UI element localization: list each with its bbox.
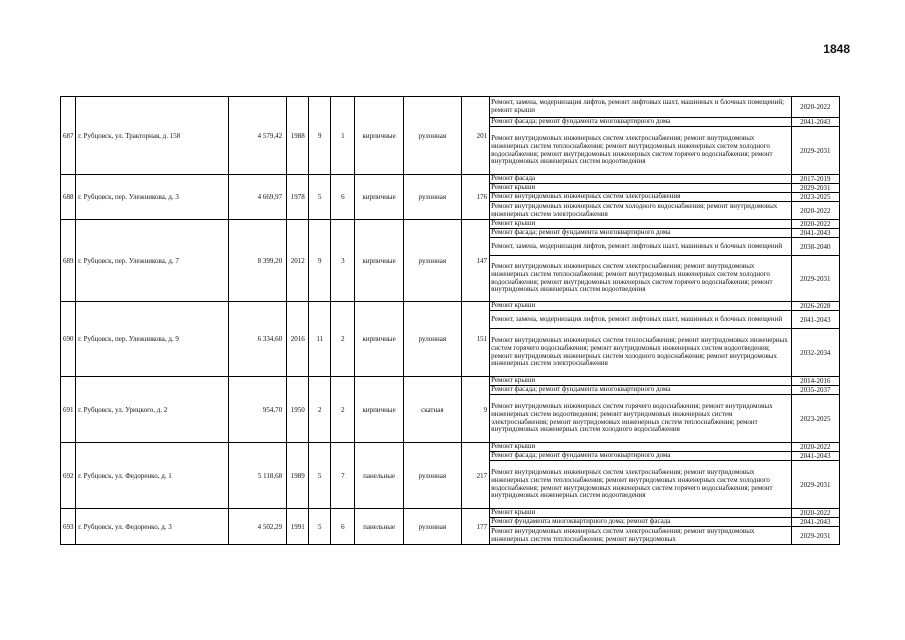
- work-description: Ремонт крыши: [490, 184, 792, 193]
- house-entrances: 2: [331, 302, 355, 377]
- residents-count: 217: [462, 443, 490, 509]
- wall-material: кирпичные: [355, 377, 403, 443]
- house-number: 688: [61, 175, 76, 220]
- residents-count: 201: [462, 97, 490, 175]
- work-period: 2020-2022: [791, 509, 839, 518]
- house-floors: 5: [309, 509, 331, 545]
- work-period: 2020-2022: [791, 97, 839, 118]
- house-floors: 5: [309, 443, 331, 509]
- house-address: г. Рубцовск, пер. Улежникова, д. 3: [76, 175, 229, 220]
- work-period: 2017-2019: [791, 175, 839, 184]
- work-period: 2023-2025: [791, 395, 839, 443]
- house-floors: 9: [309, 220, 331, 302]
- residents-count: 177: [462, 509, 490, 545]
- house-address: г. Рубцовск, ул. Урицкого, д. 2: [76, 377, 229, 443]
- house-entrances: 7: [331, 443, 355, 509]
- work-period: 2035-2037: [791, 386, 839, 395]
- house-year: 1988: [287, 97, 309, 175]
- work-period: 2032-2034: [791, 329, 839, 377]
- work-description: Ремонт фасада; ремонт фундамента многоквартирного дома: [490, 386, 792, 395]
- work-period: 2041-2043: [791, 311, 839, 329]
- table-row: [61, 302, 840, 311]
- repair-schedule-table: [60, 96, 840, 545]
- work-description: Ремонт крыши: [490, 443, 792, 452]
- house-area: 954,70: [228, 377, 286, 443]
- work-description: Ремонт внутридомовых инженерных систем электроснабжения: [490, 193, 792, 202]
- work-description: Ремонт крыши: [490, 509, 792, 518]
- work-period: 2041-2043: [791, 452, 839, 461]
- house-floors: 9: [309, 97, 331, 175]
- house-year: 2016: [287, 302, 309, 377]
- work-description: Ремонт, замена, модернизация лифтов, ремонт лифтовых шахт, машинных и блочных помещений; ремонт крыши: [490, 97, 792, 118]
- house-year: 1989: [287, 443, 309, 509]
- work-description: Ремонт крыши: [490, 302, 792, 311]
- work-description: Ремонт внутридомовых инженерных систем холодного водоснабжения; ремонт внутридомовых инженерных систем электроснабжения: [490, 202, 792, 220]
- work-description: Ремонт фасада; ремонт фундамента многоквартирного дома: [490, 452, 792, 461]
- work-period: 2020-2022: [791, 202, 839, 220]
- roof-type: рулонная: [403, 443, 461, 509]
- work-description: Ремонт фасада: [490, 175, 792, 184]
- work-period: 2041-2043: [791, 518, 839, 527]
- roof-type: рулонная: [403, 509, 461, 545]
- work-period: 2029-2031: [791, 461, 839, 509]
- work-period: 2020-2022: [791, 220, 839, 229]
- roof-type: скатная: [403, 377, 461, 443]
- house-year: 1978: [287, 175, 309, 220]
- work-description: Ремонт фасада; ремонт фундамента многоквартирного дома: [490, 229, 792, 238]
- work-period: 2026-2028: [791, 302, 839, 311]
- house-area: 4 669,97: [228, 175, 286, 220]
- house-entrances: 2: [331, 377, 355, 443]
- work-description: Ремонт крыши: [490, 377, 792, 386]
- house-number: 693: [61, 509, 76, 545]
- house-number: 687: [61, 97, 76, 175]
- house-area: 4 502,29: [228, 509, 286, 545]
- work-description: Ремонт внутридомовых инженерных систем горячего водоснабжения; ремонт внутридомовых инженерных систем водоотведения; ремонт внутридомовых инженерных систем электроснабжения; ремонт внутридомовых инженерных систем теплоснабжения; ремонт внутридомовых инженерных систем холодного водоснабжения: [490, 395, 792, 443]
- roof-type: рулонная: [403, 175, 461, 220]
- work-period: 2041-2043: [791, 229, 839, 238]
- table-row: [61, 97, 840, 118]
- residents-count: 151: [462, 302, 490, 377]
- house-area: 5 118,68: [228, 443, 286, 509]
- work-description: Ремонт крыши: [490, 220, 792, 229]
- house-floors: 5: [309, 175, 331, 220]
- roof-type: рулонная: [403, 302, 461, 377]
- wall-material: кирпичные: [355, 302, 403, 377]
- house-address: г. Рубцовск, пер. Улежникова, д. 9: [76, 302, 229, 377]
- work-period: 2029-2031: [791, 256, 839, 302]
- work-description: Ремонт фундамента многоквартирного дома; ремонт фасада: [490, 518, 792, 527]
- residents-count: 9: [462, 377, 490, 443]
- wall-material: кирпичные: [355, 220, 403, 302]
- table-row: [61, 377, 840, 386]
- house-floors: 2: [309, 377, 331, 443]
- roof-type: рулонная: [403, 220, 461, 302]
- house-year: 2012: [287, 220, 309, 302]
- residents-count: 176: [462, 175, 490, 220]
- table-row: [61, 220, 840, 229]
- house-floors: 11: [309, 302, 331, 377]
- house-entrances: 6: [331, 509, 355, 545]
- house-entrances: 3: [331, 220, 355, 302]
- work-description: Ремонт внутридомовых инженерных систем электроснабжения; ремонт внутридомовых инженерных систем теплоснабжения; ремонт внутридомовых инженерных систем холодного водоснабжения; ремонт внутридомовых инженерных систем горячего водоснабжения; ремонт внутридомовых инженерных систем водоотведения: [490, 256, 792, 302]
- house-number: 692: [61, 443, 76, 509]
- work-period: 2014-2016: [791, 377, 839, 386]
- work-period: 2023-2025: [791, 193, 839, 202]
- work-period: 2020-2022: [791, 443, 839, 452]
- work-description: Ремонт фасада; ремонт фундамента многоквартирного дома: [490, 118, 792, 127]
- work-period: 2029-2031: [791, 184, 839, 193]
- house-year: 1991: [287, 509, 309, 545]
- work-period: 2029-2031: [791, 527, 839, 545]
- work-description: Ремонт внутридомовых инженерных систем электроснабжения; ремонт внутридомовых инженерных систем теплоснабжения; ремонт внутридомовых инженерных систем холодного водоснабжения; ремонт внутридомовых инженерных систем горячего водоснабжения; ремонт внутридомовых инженерных систем водоотведения: [490, 461, 792, 509]
- house-number: 689: [61, 220, 76, 302]
- work-period: 2029-2031: [791, 127, 839, 175]
- house-number: 690: [61, 302, 76, 377]
- work-period: 2041-2043: [791, 118, 839, 127]
- house-year: 1950: [287, 377, 309, 443]
- house-address: г. Рубцовск, ул. Федоренко, д. 1: [76, 443, 229, 509]
- house-address: г. Рубцовск, ул. Тракторная, д. 158: [76, 97, 229, 175]
- house-area: 8 399,20: [228, 220, 286, 302]
- work-period: 2038-2040: [791, 238, 839, 256]
- house-area: 6 334,60: [228, 302, 286, 377]
- work-description: Ремонт, замена, модернизация лифтов, ремонт лифтовых шахт, машинных и блочных помещений: [490, 238, 792, 256]
- wall-material: панельные: [355, 509, 403, 545]
- wall-material: кирпичные: [355, 175, 403, 220]
- roof-type: рулонная: [403, 97, 461, 175]
- house-number: 691: [61, 377, 76, 443]
- work-description: Ремонт внутридомовых инженерных систем теплоснабжения; ремонт внутридомовых инженерных систем горячего водоснабжения; ремонт внутридомовых инженерных систем водоотведения; ремонт внутридомовых инженерных систем холодного водоснабжения; ремонт внутридомовых инженерных систем электроснабжения: [490, 329, 792, 377]
- house-area: 4 579,42: [228, 97, 286, 175]
- house-entrances: 6: [331, 175, 355, 220]
- table-row: [61, 175, 840, 184]
- table-row: [61, 443, 840, 452]
- page-number: 1848: [823, 42, 850, 56]
- house-address: г. Рубцовск, ул. Федоренко, д. 3: [76, 509, 229, 545]
- house-address: г. Рубцовск, пер. Улежникова, д. 7: [76, 220, 229, 302]
- wall-material: панельные: [355, 443, 403, 509]
- residents-count: 147: [462, 220, 490, 302]
- house-entrances: 1: [331, 97, 355, 175]
- table-row: [61, 509, 840, 518]
- wall-material: кирпичные: [355, 97, 403, 175]
- work-description: Ремонт внутридомовых инженерных систем электроснабжения; ремонт внутридомовых инженерных систем теплоснабжения; ремонт внутридомовых: [490, 527, 792, 545]
- work-description: Ремонт внутридомовых инженерных систем электроснабжения; ремонт внутридомовых инженерных систем теплоснабжения; ремонт внутридомовых инженерных систем холодного водоснабжения; ремонт внутридомовых инженерных систем горячего водоснабжения; ремонт внутридомовых инженерных систем водоотведения: [490, 127, 792, 175]
- work-description: Ремонт, замена, модернизация лифтов, ремонт лифтовых шахт, машинных и блочных помещений: [490, 311, 792, 329]
